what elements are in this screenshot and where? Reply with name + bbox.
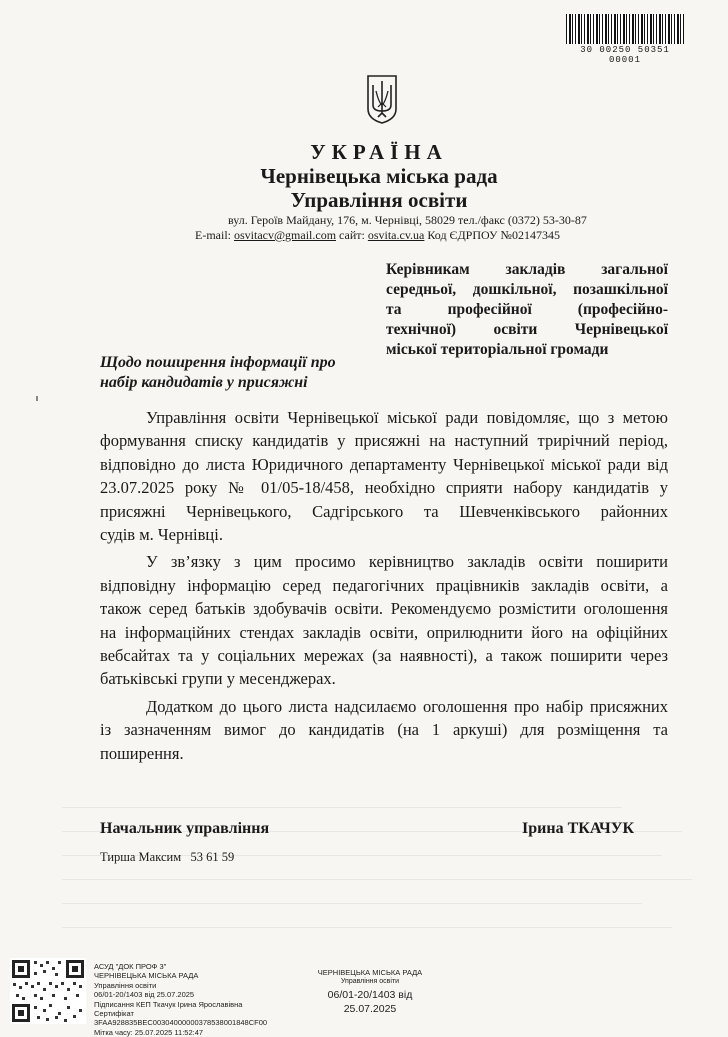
recipient-block [386, 260, 668, 360]
header-address: вул. Героїв Майдану, 176, м. Чернівці, 58029 тел./факс (0372) 53-30-87 [228, 213, 587, 227]
body-paragraph-2 [100, 550, 668, 690]
digital-signature-stamp [94, 962, 267, 1037]
executor-contact [100, 850, 234, 865]
recipient-line: та професійної (професійно- [386, 301, 668, 318]
body-line: поширення. [100, 743, 184, 763]
header-country: УКРАЇНА [310, 140, 448, 164]
trident-emblem-icon [365, 73, 399, 125]
edrpou-code: Код ЄДРПОУ №02147345 [427, 228, 560, 242]
email-link[interactable]: osvitacv@gmail.com [234, 228, 337, 242]
recipient-line: технічної) освіти Чернівецької [386, 321, 668, 338]
body-line: формування списку кандидатів у присяжні на наступний трирічний період, [100, 431, 668, 451]
stamp-line: 3FAA928835BEC00304000000378538001848CF00 [94, 1018, 268, 1028]
site-link[interactable]: osvita.cv.ua [367, 228, 425, 242]
stamp-line: 06/01-20/1403 від 25.07.2025 [94, 990, 195, 1000]
signatory-position: Начальник управління [100, 820, 270, 837]
body-line: Управління освіти Чернівецької міської ради повідомляє, що з метою [146, 408, 668, 427]
registration-stamp [300, 968, 440, 1016]
registration-org: ЧЕРНІВЕЦЬКА МІСЬКА РАДА [317, 968, 423, 977]
body-paragraph-1 [100, 406, 668, 546]
body-line: судів м. Чернівці. [100, 525, 223, 545]
executor-phone: 53 61 59 [190, 850, 235, 864]
body-paragraph-3 [100, 695, 668, 765]
letter-body [100, 406, 668, 765]
body-line: також серед батьків здобувачів освіти. Рекомендуємо розмістити оголошення [100, 599, 668, 619]
body-line: відповідну інформацію серед педагогічних працівників закладів освіти, а [100, 575, 668, 595]
executor-name: Тирша Максим [100, 850, 182, 864]
body-line: із зазначенням вимог до кандидатів (на 1 аркуші) для розміщення та [100, 720, 668, 740]
email-label: E-mail: [195, 228, 231, 242]
stamp-line: ЧЕРНІВЕЦЬКА МІСЬКА РАДА [94, 971, 199, 981]
qr-code-icon [10, 958, 86, 1024]
stamp-line: АСУД "ДОК ПРОФ 3" [94, 962, 167, 971]
body-line: на інформаційних стендах закладів освіти, оприлюднити його на офіційних [100, 622, 668, 642]
header-council: Чернівецька міська рада [260, 164, 498, 188]
recipient-line: середньої, дошкільної, позашкільної [386, 281, 668, 298]
header-department: Управління освіти [290, 188, 468, 212]
letter-subject [100, 353, 370, 393]
recipient-line: міської територіальної громади [386, 341, 609, 358]
body-line: У зв’язку з цим просимо керівництво закладів освіти поширити [146, 552, 668, 572]
stamp-line: Сертифікат [94, 1009, 134, 1019]
stamp-line: Мітка часу: 25.07.2025 11:52:47 [94, 1027, 204, 1037]
site-label: сайт: [339, 228, 365, 242]
document-barcode [566, 14, 684, 65]
body-line: батьківські групи у месенджерах. [100, 669, 336, 689]
subject-line: Щодо поширення інформації про [100, 354, 336, 371]
body-line: присяжні Чернівецького, Садгірського та Шевченківського районних [100, 501, 668, 521]
signatory-name: Ірина ТКАЧУК [522, 820, 635, 837]
body-line: вебсайтах та у соціальних мережах (за наявності), а також поширити через [100, 646, 668, 666]
body-line: відповідно до листа Юридичного департаменту Чернівецької міської ради від [100, 454, 668, 474]
registration-number: 06/01-20/1403 від 25.07.2025 [327, 989, 413, 1015]
barcode-number: 30 00250 50351 00001 [580, 45, 670, 65]
margin-mark [36, 396, 38, 401]
registration-dept: Управління освіти [340, 978, 400, 985]
header-contacts [195, 228, 560, 243]
barcode-bars [566, 14, 684, 44]
stamp-line: Підписання КЕП Ткачук Ірина Ярославівна [94, 999, 243, 1009]
body-line: Додатком до цього листа надсилаємо оголошення про набір присяжних [146, 696, 668, 716]
subject-line: набір кандидатів у присяжні [100, 374, 308, 391]
body-line: 23.07.2025 року № 01/05-18/458, необхідно сприяти набору кандидатів у [100, 478, 668, 498]
stamp-line: Управління освіти [94, 980, 157, 990]
recipient-line: Керівникам закладів загальної [386, 261, 668, 278]
